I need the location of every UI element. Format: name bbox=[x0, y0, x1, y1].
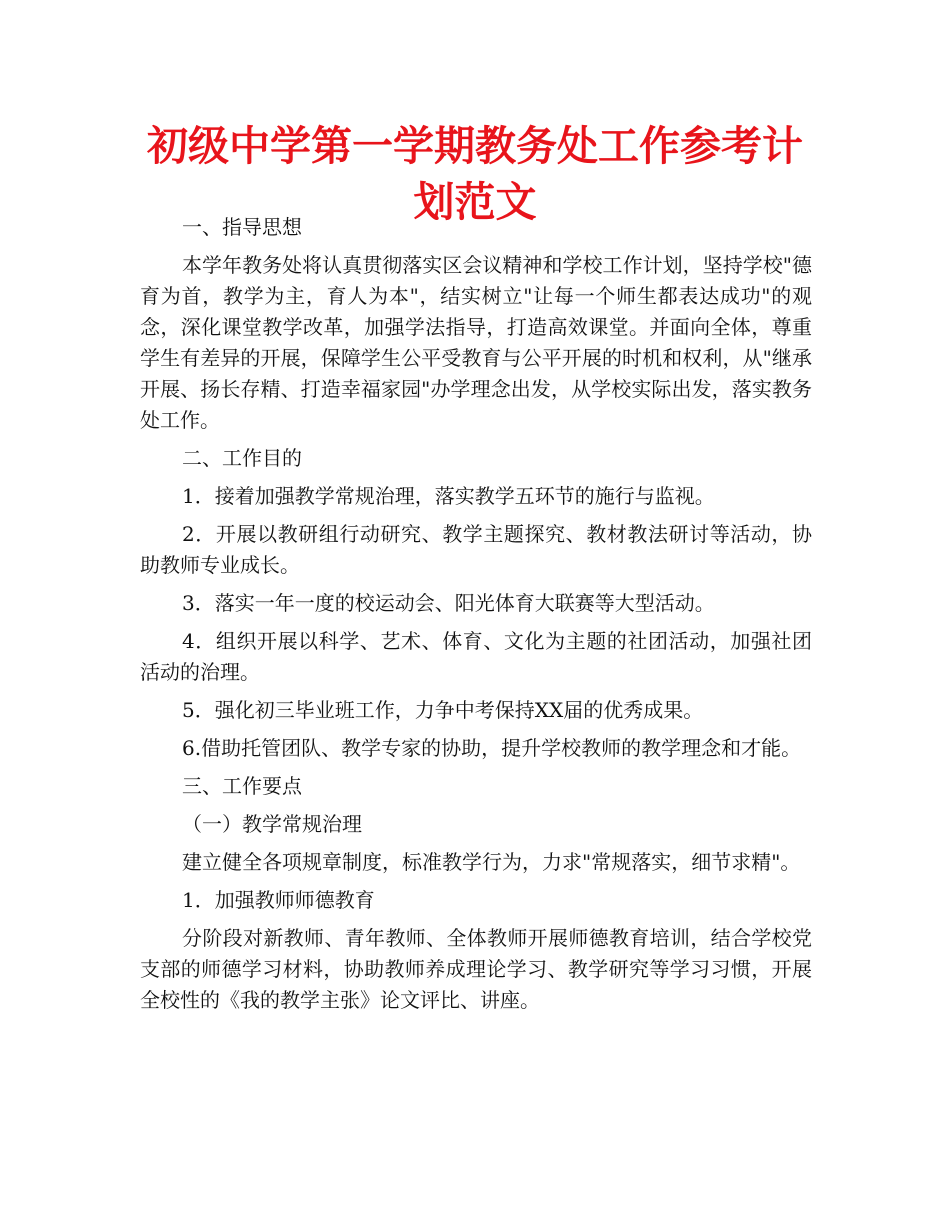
goal-item-5: 5．强化初三毕业班工作，力争中考保持XX届的优秀成果。 bbox=[182, 698, 704, 722]
section-heading-guiding-thought: 一、指导思想 bbox=[182, 215, 302, 239]
goal-item-1: 1．接着加强教学常规治理，落实教学五环节的施行与监视。 bbox=[182, 484, 715, 508]
paragraph-teaching-routine: 建立健全各项规章制度，标准教学行为，力求"常规落实，细节求精"。 bbox=[182, 850, 801, 874]
document-body bbox=[140, 212, 812, 1016]
goal-item-6: 6.借助托管团队、教学专家的协助，提升学校教师的教学理念和才能。 bbox=[182, 736, 802, 760]
paragraph-teacher-ethics: 分阶段对新教师、青年教师、全体教师开展师德教育培训，结合学校党支部的师德学习材料，协助教师养成理论学习、教学研究等学习习惯，开展全校性的《我的教学主张》论文评比、讲座。 bbox=[140, 926, 812, 1012]
goal-item-4: 4．组织开展以科学、艺术、体育、文化为主题的社团活动，加强社团活动的治理。 bbox=[140, 629, 812, 684]
goal-item-3: 3．落实一年一度的校运动会、阳光体育大联赛等大型活动。 bbox=[182, 591, 715, 615]
paragraph-guiding-thought: 本学年教务处将认真贯彻落实区会议精神和学校工作计划，坚持学校"德育为首，教学为主，育人为本"，结实树立"让每一个师生都表达成功"的观念，深化课堂教学改革，加强学法指导，打造高效课堂。并面向全体，尊重学生有差异的开展，保障学生公平受教育与公平开展的时机和权利，从"继承开展、扬长存精、打造幸福家园"办学理念出发，从学校实际出发，落实教务处工作。 bbox=[140, 253, 812, 432]
section-heading-work-goals: 二、工作目的 bbox=[182, 446, 302, 470]
subsection-heading-teaching-routine: （一）教学常规治理 bbox=[182, 812, 362, 836]
section-heading-key-points: 三、工作要点 bbox=[182, 774, 302, 798]
document-title: 初级中学第一学期教务处工作参考计划范文 bbox=[147, 122, 803, 226]
goal-item-2: 2．开展以教研组行动研究、教学主题探究、教材教法研讨等活动，协助教师专业成长。 bbox=[140, 522, 812, 577]
subheading-teacher-ethics: 1．加强教师师德教育 bbox=[182, 888, 375, 912]
